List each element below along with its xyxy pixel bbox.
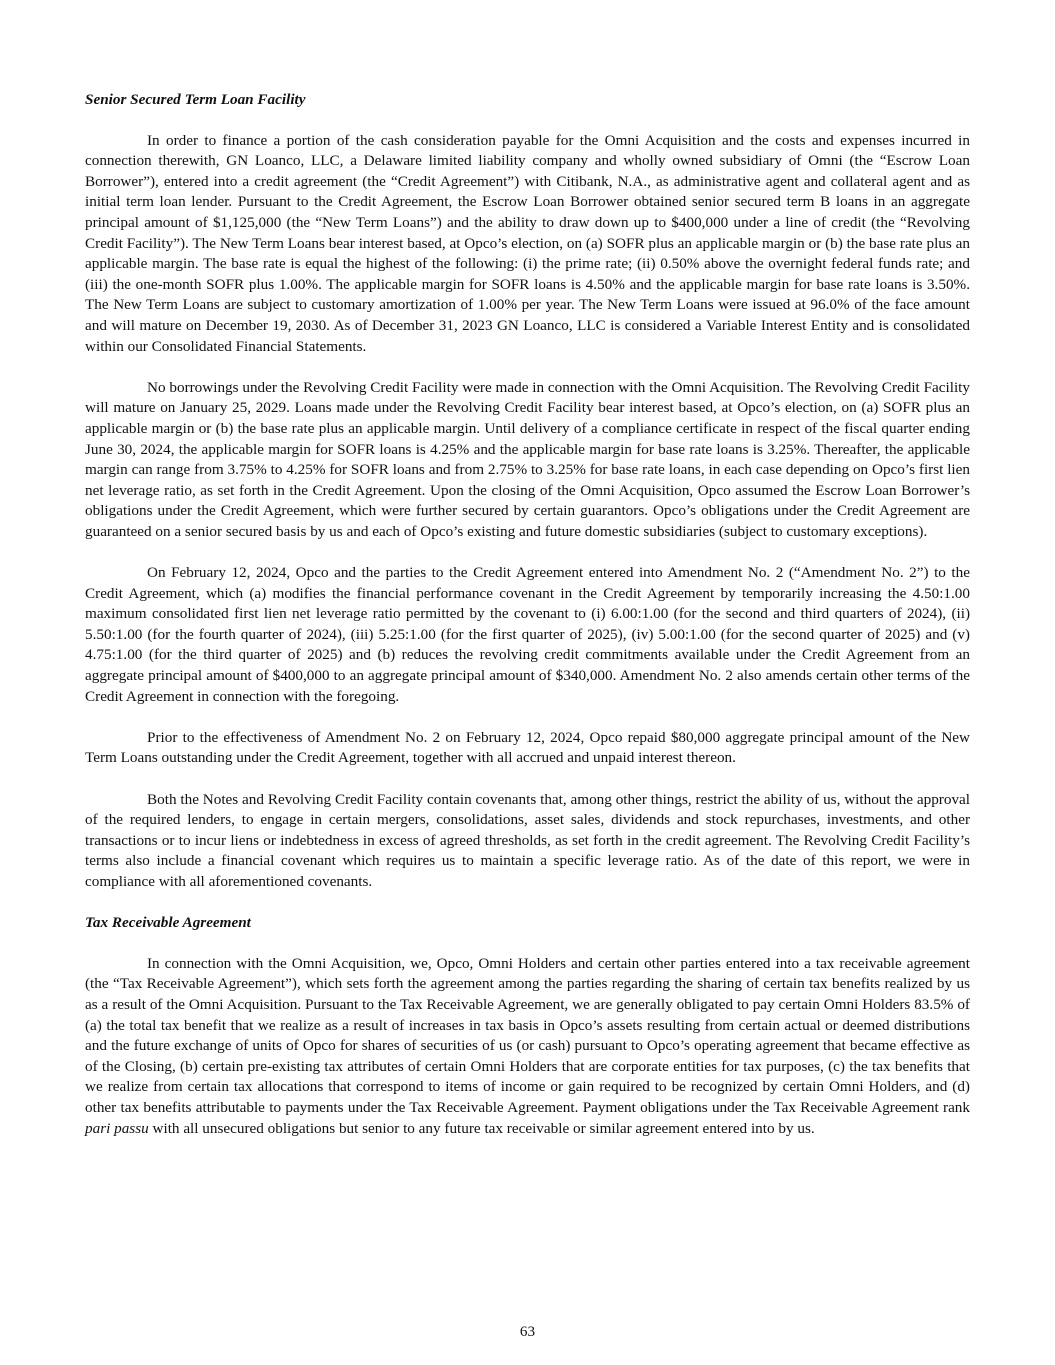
section-heading-senior-secured-term-loan: Senior Secured Term Loan Facility — [85, 91, 306, 108]
tra-text-part-2: with all unsecured obligations but senior to any future tax receivable or similar agreement entered into by us. — [148, 1119, 815, 1137]
page-number: 63 — [519, 1323, 536, 1340]
paragraph-tax-receivable-agreement — [85, 954, 970, 1139]
paragraph-amendment-no-2: On February 12, 2024, Opco and the parties to the Credit Agreement entered into Amendment No. 2 (“Amendment No. 2”) to the Credit Agreement, which (a) modifies the financial performance covenant in the Credit Agreement by temporarily increasing the 4.50:1.00 maximum consolidated first lien net leverage ratio permitted by the covenant to (i) 6.00:1.00 (for the second and third quarters of 2024), (ii) 5.50:1.00 (for the fourth quarter of 2024), (iii) 5.25:1.00 (for the first quarter of 2025), (iv) 5.00:1.00 (for the second quarter of 2025) and (v) 4.75:1.00 (for the third quarter of 2025) and (b) reduces the revolving credit commitments available under the Credit Agreement from an aggregate principal amount of $400,000 to an aggregate principal amount of $340,000. Amendment No. 2 also amends certain other terms of the Credit Agreement in connection with the foregoing. — [85, 564, 970, 705]
tra-text-italic-pari-passu: pari passu — [85, 1119, 149, 1137]
tra-text-part-1: In connection with the Omni Acquisition, we, Opco, Omni Holders and certain other parties entered into a tax receivable agreement (the “Tax Receivable Agreement”), which sets forth the agreement among the parties regarding the sharing of certain tax benefits realized by us as a result of the Omni Acquisition. Pursuant to the Tax Receivable Agreement, we are generally obligated to pay certain Omni Holders 83.5% of (a) the total tax benefit that we realize as a result of increases in tax basis in Opco’s assets resulting from certain actual or deemed distributions and the future exchange of units of Opco for shares of securities of us (or cash) pursuant to Opco’s operating agreement that became effective as of the Closing, (b) certain pre-existing tax attributes of certain Omni Holders that are corporate entities for tax purposes, (c) the tax benefits that we realize from certain tax allocations that correspond to items of income or gain required to be recognized by certain Omni Holders, and (d) other tax benefits attributable to payments under the Tax Receivable Agreement. Payment obligations under the Tax Receivable Agreement rank — [85, 954, 970, 1116]
paragraph-revolving-credit-facility: No borrowings under the Revolving Credit Facility were made in connection with the Omni Acquisition. The Revolving Credit Facility will mature on January 25, 2029. Loans made under the Revolving Credit Facility bear interest based, at Opco’s election, on (a) SOFR plus an applicable margin or (b) the base rate plus an applicable margin. Until delivery of a compliance certificate in respect of the fiscal quarter ending June 30, 2024, the applicable margin for SOFR loans is 4.25% and the applicable margin for base rate loans is 3.25%. Thereafter, the applicable margin can range from 3.75% to 4.25% for SOFR loans and from 2.75% to 3.25% for base rate loans, in each case depending on Opco’s first lien net leverage ratio, as set forth in the Credit Agreement. Upon the closing of the Omni Acquisition, Opco assumed the Escrow Loan Borrower’s obligations under the Credit Agreement, which were further secured by certain guarantors. Opco’s obligations under the Credit Agreement are guaranteed on a senior secured basis by us and each of Opco’s existing and future domestic subsidiaries (subject to customary exceptions). — [85, 378, 970, 540]
document-page — [85, 90, 970, 1160]
paragraph-covenants: Both the Notes and Revolving Credit Facility contain covenants that, among other things, restrict the ability of us, without the approval of the required lenders, to engage in certain mergers, consolidations, asset sales, dividends and stock repurchases, investments, and other transactions or to incur liens or indebtedness in excess of agreed thresholds, as set forth in the credit agreement. The Revolving Credit Facility’s terms also include a financial covenant which requires us to maintain a specific leverage ratio. As of the date of this report, we were in compliance with all aforementioned covenants. — [85, 790, 970, 890]
section-heading-tax-receivable-agreement: Tax Receivable Agreement — [85, 914, 251, 932]
paragraph-term-loan-overview: In order to finance a portion of the cash consideration payable for the Omni Acquisition and the costs and expenses incurred in connection therewith, GN Loanco, LLC, a Delaware limited liability company and wholly owned subsidiary of Omni (the “Escrow Loan Borrower”), entered into a credit agreement (the “Credit Agreement”) with Citibank, N.A., as administrative agent and collateral agent and as initial term loan lender. Pursuant to the Credit Agreement, the Escrow Loan Borrower obtained senior secured term B loans in an aggregate principal amount of $1,125,000 (the “New Term Loans”) and the ability to draw down up to $400,000 under a line of credit (the “Revolving Credit Facility”). The New Term Loans bear interest based, at Opco’s election, on (a) SOFR plus an applicable margin or (b) the base rate plus an applicable margin. The base rate is equal the highest of the following: (i) the prime rate; (ii) 0.50% above the overnight federal funds rate; and (iii) the one-month SOFR plus 1.00%. The applicable margin for SOFR loans is 4.50% and the applicable margin for base rate loans is 3.50%. The New Term Loans are subject to customary amortization of 1.00% per year. The New Term Loans were issued at 96.0% of the face amount and will mature on December 19, 2030. As of December 31, 2023 GN Loanco, LLC is considered a Variable Interest Entity and is consolidated within our Consolidated Financial Statements. — [85, 131, 970, 355]
paragraph-repayment: Prior to the effectiveness of Amendment No. 2 on February 12, 2024, Opco repaid $80,000 aggregate principal amount of the New Term Loans outstanding under the Credit Agreement, together with all accrued and unpaid interest thereon. — [85, 728, 970, 767]
